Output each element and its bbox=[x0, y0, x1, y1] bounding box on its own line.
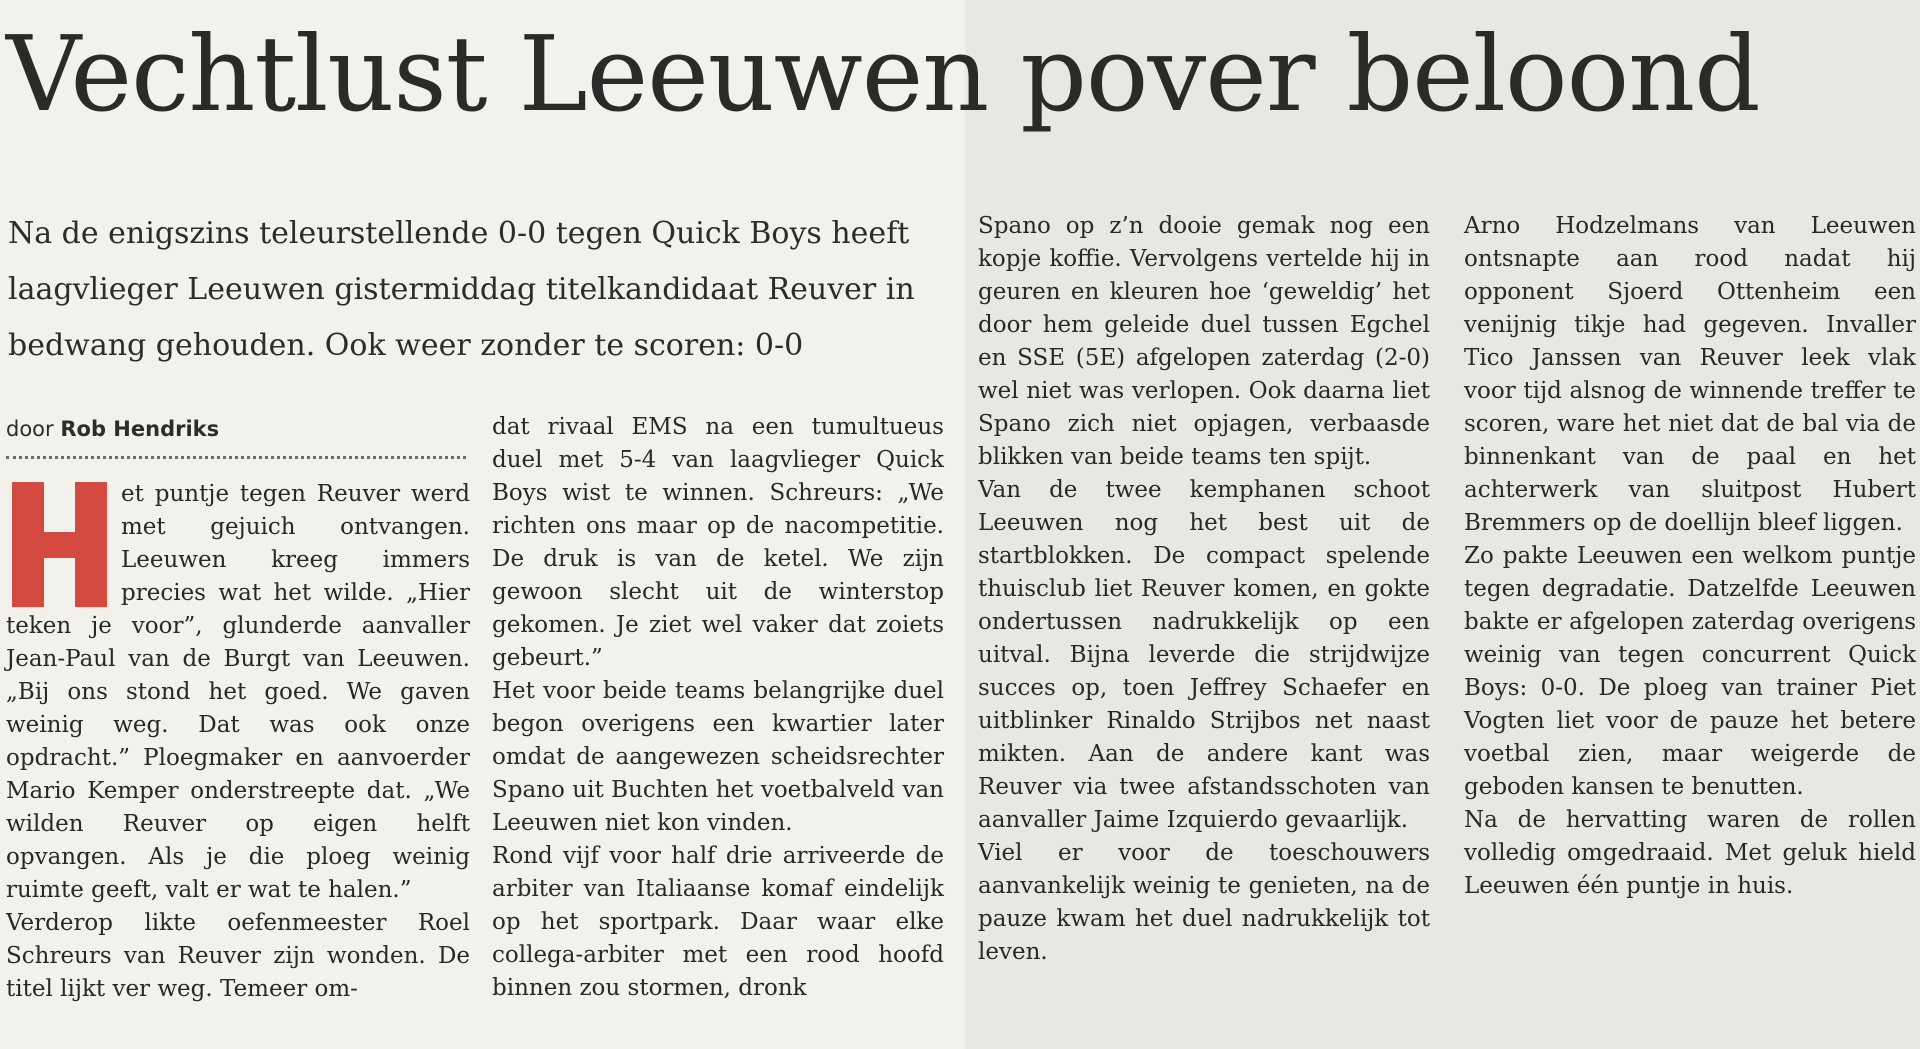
paragraph: Arno Hodzelmans van Leeuwen ontsnapte aan rood nadat hij opponent Sjoerd Ottenheim een venijnig tikje had gegeven. Invaller Tico Janssen van Reuver leek vlak voor tijd alsnog de winnende treffer te scoren, ware het niet dat de bal via de binnenkant van de paal en het achterwerk van sluitpost Hubert Bremmers op de doellijn bleef liggen. bbox=[1464, 213, 1916, 536]
paragraph: Viel er voor de toeschouwers aanvankelijk weinig te genieten, na de pauze kwam het duel nadrukkelijk tot leven. bbox=[978, 840, 1430, 965]
article-column-2 bbox=[492, 411, 944, 1005]
article-headline: Vechtlust Leeuwen pover beloond bbox=[6, 13, 1760, 135]
article-column-1 bbox=[6, 478, 470, 1006]
byline-author: Rob Hendriks bbox=[60, 417, 220, 441]
drop-cap bbox=[12, 482, 107, 607]
paragraph: et puntje tegen Reuver werd met gejuich ontvangen. Leeuwen kreeg immers precies wat het wilde. „Hier teken je voor”, glunderde aanvaller Jean-Paul van de Burgt van Leeuwen. „Bij ons stond het goed. We gaven weinig weg. Dat was ook onze opdracht.” Ploegmaker en aanvoerder Mario Kemper onderstreepte dat. „We wilden Reuver op eigen helft opvangen. Als je die ploeg weinig ruimte geeft, valt er wat te halen.” bbox=[6, 481, 470, 903]
byline-prefix: door bbox=[6, 417, 54, 441]
article-column-3 bbox=[978, 210, 1430, 969]
article-lead: Na de enigszins teleurstellende 0-0 tegen Quick Boys heeft laagvlieger Leeuwen gistermiddag titelkandidaat Reuver in bedwang gehouden. Ook weer zonder te scoren: 0-0 bbox=[8, 216, 915, 363]
paragraph: Het voor beide teams belangrijke duel begon overigens een kwartier later omdat de aangewezen scheidsrechter Spano uit Buchten het voetbalveld van Leeuwen niet kon vinden. bbox=[492, 678, 944, 836]
byline-divider bbox=[6, 456, 466, 459]
paragraph: Na de hervatting waren de rollen volledig omgedraaid. Met geluk hield Leeuwen één puntje in huis. bbox=[1464, 807, 1916, 899]
paragraph: Verderop likte oefenmeester Roel Schreurs van Reuver zijn wonden. De titel lijkt ver weg. Temeer om- bbox=[6, 910, 470, 1002]
paragraph: Rond vijf voor half drie arriveerde de arbiter van Italiaanse komaf eindelijk op het sportpark. Daar waar elke collega-arbiter met een rood hoofd binnen zou stormen, dronk bbox=[492, 843, 944, 1001]
paragraph: dat rivaal EMS na een tumultueus duel met 5-4 van laagvlieger Quick Boys wist te winnen. Schreurs: „We richten ons maar op de nacompetitie. De druk is van de ketel. We zijn gewoon slecht uit de winterstop gekomen. Je ziet wel vaker dat zoiets gebeurt.” bbox=[492, 414, 944, 671]
article-column-4 bbox=[1464, 210, 1916, 903]
paragraph: Zo pakte Leeuwen een welkom puntje tegen degradatie. Datzelfde Leeuwen bakte er afgelopen zaterdag overigens weinig van tegen concurrent Quick Boys: 0-0. De ploeg van trainer Piet Vogten liet voor de pauze het betere voetbal zien, maar weigerde de geboden kansen te benutten. bbox=[1464, 543, 1916, 800]
byline bbox=[6, 414, 472, 444]
paragraph: Spano op z’n dooie gemak nog een kopje koffie. Vervolgens vertelde hij in geuren en kleuren hoe ‘geweldig’ het door hem geleide duel tussen Egchel en SSE (5E) afgelopen zaterdag (2-0) wel niet was verlopen. Ook daarna liet Spano zich niet opjagen, verbaasde blikken van beide teams ten spijt. bbox=[978, 213, 1430, 470]
paragraph: Van de twee kemphanen schoot Leeuwen nog het best uit de startblokken. De compact spelende thuisclub liet Reuver komen, en gokte ondertussen nadrukkelijk op een uitval. Bijna leverde die strijdwijze succes op, toen Jeffrey Schaefer en uitblinker Rinaldo Strijbos net naast mikten. Aan de andere kant was Reuver via twee afstandsschoten van aanvaller Jaime Izquierdo gevaarlijk. bbox=[978, 477, 1430, 833]
